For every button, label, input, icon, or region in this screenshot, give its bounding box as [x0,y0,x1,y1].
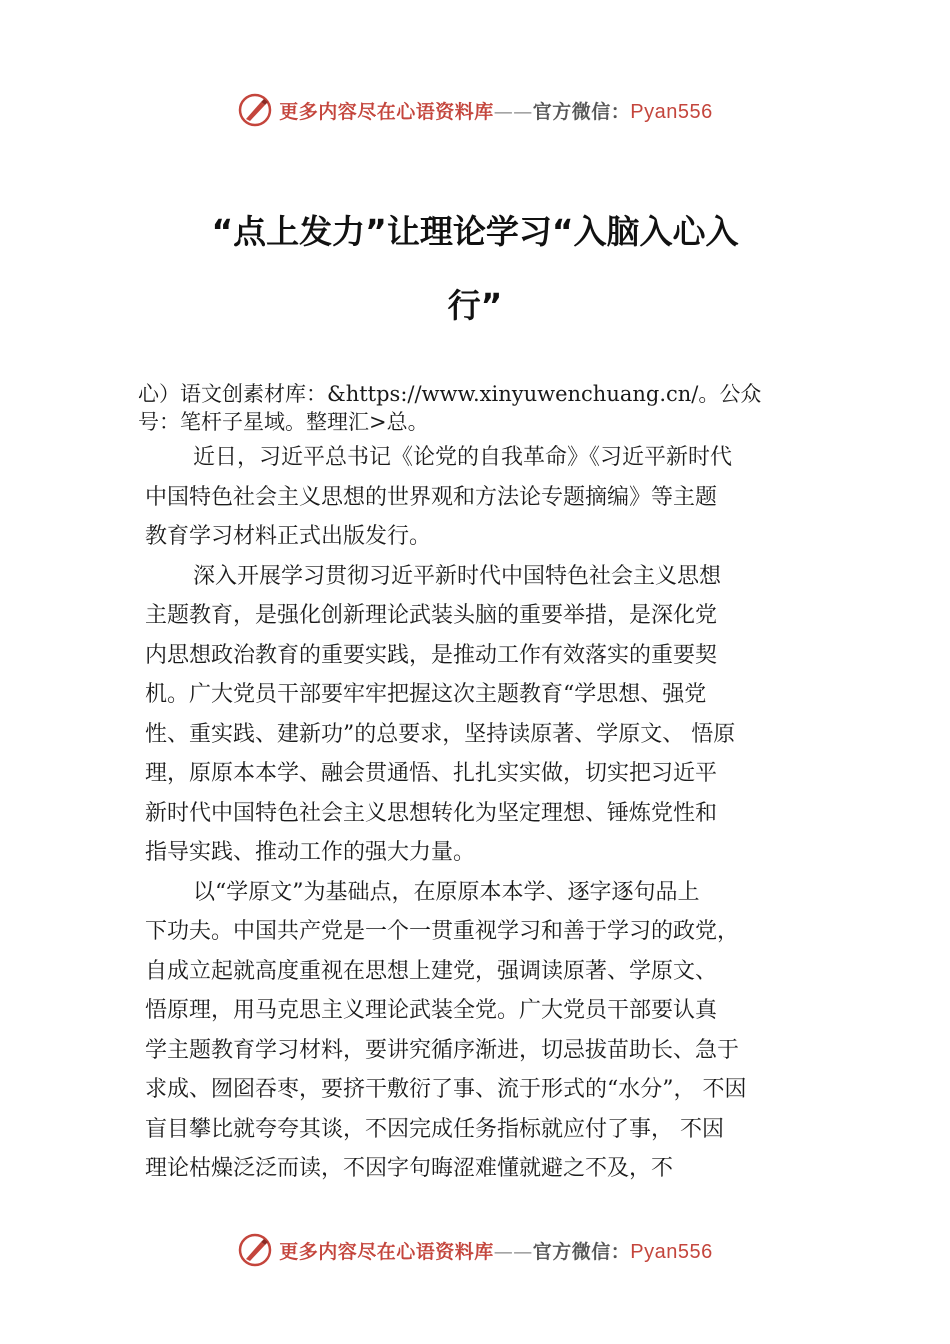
source-line-1: 心）语文创素材库：&https://www.xinyuwenchuang.cn/。公众 [138,382,762,406]
paragraph-line: 新时代中国特色社会主义思想转化为坚定理想、锤炼党性和 [145,800,718,826]
paragraph-line: 下功夫。中国共产党是一个一贯重视学习和善于学习的政党， [145,919,740,944]
paragraph-line: 理，原原本本学、融会贯通悟、扎扎实实做，切实把习近平 [145,761,718,786]
paragraph-line: 深入开展学习贯彻习近平新时代中国特色社会主义思想 [193,563,722,589]
paragraph-line: 学主题教育学习材料，要讲究循序渐进，切忌拔苗助长、急于 [145,1037,740,1063]
document-body [145,438,813,1189]
paragraph-2 [145,557,813,873]
watermark-label: 官方微信： [532,100,631,123]
header-watermark [0,92,950,128]
watermark-dash: —— [493,100,533,123]
document-title-line-1: “点上发力”让理论学习“入脑入心入 [211,212,739,251]
paragraph-line: 主题教育，是强化创新理论武装头脑的重要举措，是深化党 [145,603,718,628]
paragraph-line: 中国特色社会主义思想的世界观和方法论专题摘编》等主题 [145,484,718,510]
watermark-brand: 更多内容尽在心语资料库 [279,1240,494,1263]
paragraph-line: 悟原理，用马克思主义理论武装全党。广大党员干部要认真 [145,998,718,1023]
paragraph-line: 教育学习材料正式出版发行。 [145,524,432,549]
paragraph-3 [145,873,813,1189]
paragraph-line: 盲目攀比就夸夸其谈，不因完成任务指标就应付了事， 不因 [145,1116,724,1142]
pen-logo-icon [237,92,273,128]
watermark-id: Pyan556 [630,100,713,123]
source-line-2: 号：笔杆子星域。整理汇>总。 [138,410,429,434]
paragraph-line: 以“学原文”为基础点，在原原本本学、逐字逐句品上 [193,879,700,905]
watermark-id: Pyan556 [630,1240,713,1263]
watermark-label: 官方微信： [532,1240,631,1263]
paragraph-line: 理论枯燥泛泛而读，不因字句晦涩难懂就避之不及，不 [145,1156,674,1181]
paragraph-line: 机。广大党员干部要牢牢把握这次主题教育“学思想、强党 [145,682,707,707]
watermark-dash: —— [493,1240,533,1263]
paragraph-line: 指导实践、推动工作的强大力量。 [145,840,476,865]
watermark-brand: 更多内容尽在心语资料库 [279,100,494,123]
paragraph-line: 近日，习近平总书记《论党的自我革命》《习近平新时代 [193,445,733,470]
paragraph-line: 内思想政治教育的重要实践，是推动工作有效落实的重要契 [145,642,718,668]
paragraph-line: 自成立起就高度重视在思想上建党，强调读原著、学原文、 [145,958,718,984]
source-note [138,380,843,436]
footer-watermark [0,1232,950,1268]
pen-logo-icon [237,1232,273,1268]
paragraph-line: 求成、囫囵吞枣，要挤干敷衍了事、流于形式的“水分”， 不因 [145,1077,747,1102]
paragraph-1 [145,438,813,557]
paragraph-line: 性、重实践、建新功”的总要求，坚持读原著、学原文、 悟原 [145,721,736,747]
document-title-line-2: 行” [447,286,503,325]
